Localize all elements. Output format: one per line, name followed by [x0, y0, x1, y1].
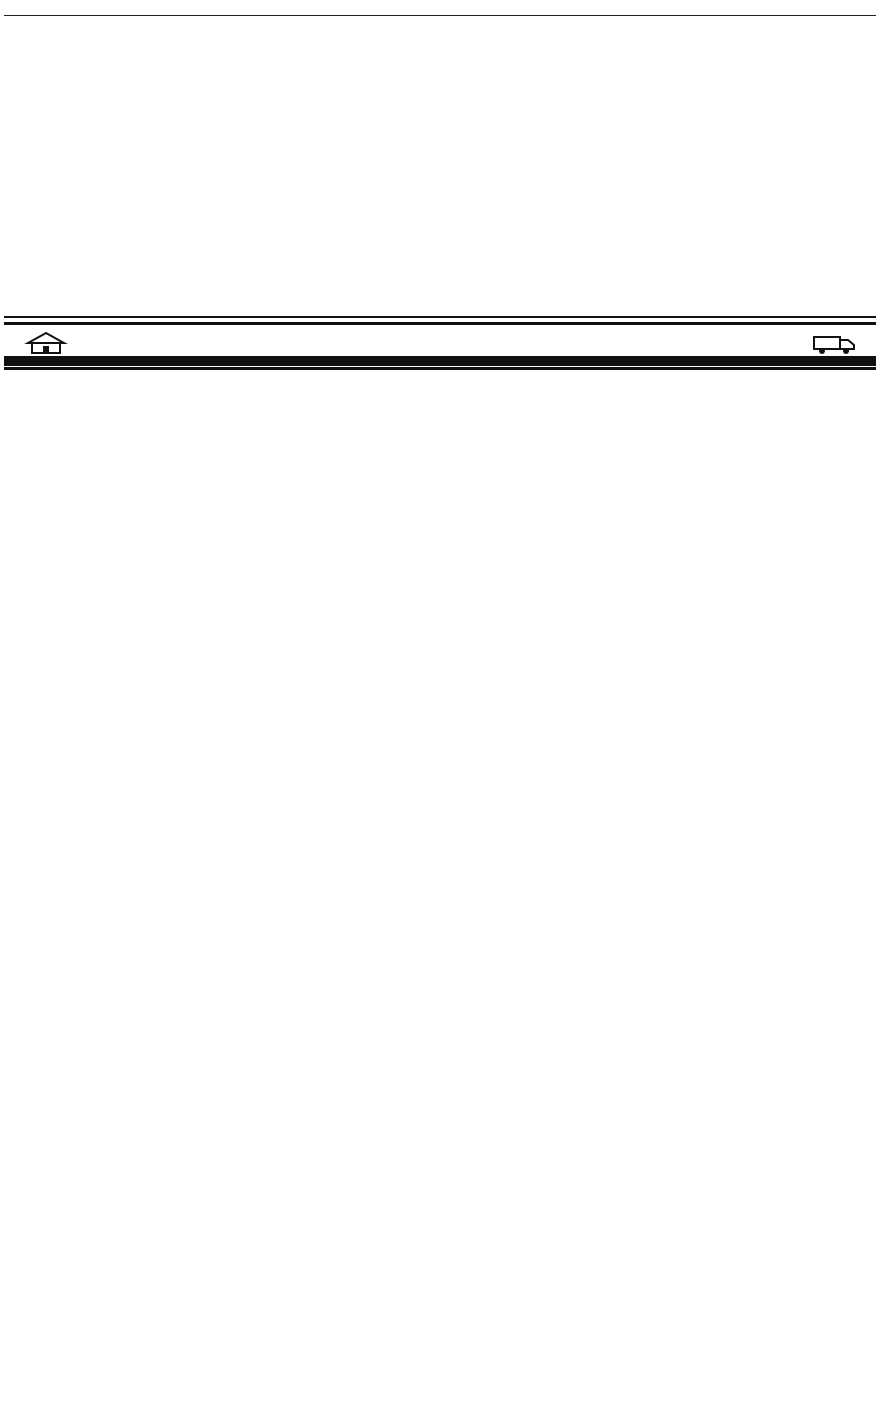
home-service-guide-banner	[4, 322, 876, 370]
guide-deadline	[4, 356, 876, 366]
help-wanted-section	[4, 18, 876, 318]
service-guide-section	[4, 374, 876, 1402]
running-header	[4, 4, 876, 16]
truck-icon	[812, 331, 856, 355]
